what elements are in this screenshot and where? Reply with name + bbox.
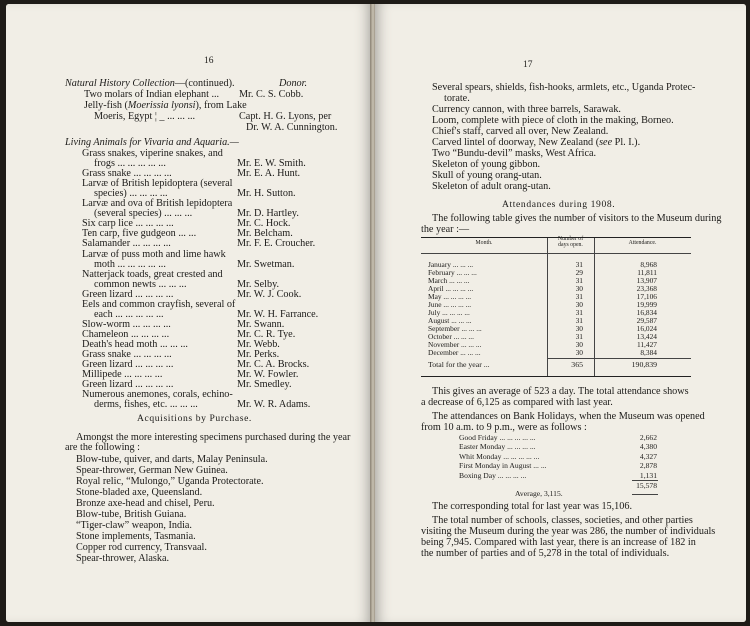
living-entry-donor: Mr. E. A. Hunt. bbox=[237, 168, 301, 180]
living-entry-donor: Mr. C. R. Tye. bbox=[237, 328, 296, 340]
bank-holiday-value: 1,131 bbox=[639, 470, 657, 480]
bank-holiday-para-line-2: from 10 a.m. to 9 p.m., were as follows : bbox=[421, 422, 587, 433]
living-entry-donor: Mr. E. W. Smith. bbox=[237, 158, 306, 170]
body-line: Two “Bundu-devil” masks, West Africa. bbox=[432, 148, 597, 159]
living-entry-donor: Mr. Perks. bbox=[237, 349, 280, 360]
living-entry-text: Death's head moth ... ... ... bbox=[82, 338, 188, 350]
living-entry-text: frogs ... ... ... ... ... bbox=[94, 158, 166, 170]
bank-holiday-average: Average, 3,115. bbox=[515, 489, 563, 498]
entry-donor: Capt. H. G. Lyons, per bbox=[239, 111, 332, 122]
living-entry-donor: Mr. W. H. Farrance. bbox=[237, 308, 319, 320]
table-row-month: June ... ... ... ... bbox=[428, 300, 472, 309]
living-entry-text: Larvæ of puss moth and lime hawk bbox=[82, 248, 226, 260]
average-para-line-2: a decrease of 6,125 as compared with last year. bbox=[421, 397, 613, 408]
entry-text: Two molars of Indian elephant ... bbox=[84, 89, 220, 100]
living-entry-text: derms, fishes, etc. ... ... ... bbox=[94, 399, 198, 411]
total-label: Total for the year ... bbox=[428, 360, 490, 369]
living-entry-text: Chameleon ... ... ... ... bbox=[82, 328, 170, 340]
final-para-line-2: visiting the Museum during the year was 286, the number of individuals bbox=[421, 526, 716, 537]
living-entry-donor: Mr. Swann. bbox=[237, 318, 285, 330]
page-number-right: 17 bbox=[523, 60, 533, 70]
living-entry-donor: Mr. Webb. bbox=[237, 338, 280, 350]
acquisition-item: Blow-tube, quiver, and darts, Malay Peninsula. bbox=[76, 454, 268, 465]
table-row-days: 30 bbox=[575, 340, 583, 349]
living-entry-donor: Mr. D. Hartley. bbox=[237, 208, 299, 220]
table-row-days: 29 bbox=[575, 268, 583, 277]
table-row-days: 30 bbox=[575, 348, 583, 357]
bank-holiday-label: First Monday in August ... ... bbox=[459, 461, 547, 471]
acquisition-item: “Tiger-claw” weapon, India. bbox=[76, 520, 192, 531]
living-entry-donor: Mr. H. Sutton. bbox=[237, 188, 296, 200]
acquisitions-intro-line-2: are the following : bbox=[65, 442, 140, 453]
living-entry-text: Numerous anemones, corals, echino- bbox=[82, 389, 233, 401]
left-page bbox=[6, 4, 371, 622]
body-line: Currency cannon, with three barrels, Sarawak. bbox=[432, 104, 621, 115]
table-row-month: November ... ... ... bbox=[428, 340, 482, 349]
total-attendance: 190,839 bbox=[631, 360, 657, 369]
table-row-attendance: 8,384 bbox=[640, 348, 657, 357]
body-line: torate. bbox=[444, 93, 470, 104]
living-entry-text: species) ... ... ... ... bbox=[94, 188, 168, 200]
living-entry-donor: Mr. F. E. Croucher. bbox=[237, 238, 316, 250]
bank-holiday-label: Good Friday ... ... ... ... ... bbox=[459, 433, 536, 442]
living-entry-text: Eels and common crayfish, several of bbox=[82, 298, 236, 310]
table-row-month: April ... ... ... ... bbox=[428, 284, 474, 293]
body-line: Skull of young orang-utan. bbox=[432, 170, 542, 181]
living-entry-text: Ten carp, five gudgeon ... ... bbox=[82, 228, 197, 240]
living-entry-text: Natterjack toads, great crested and bbox=[82, 268, 223, 280]
living-entry-text: Larvæ of British lepidoptera (several bbox=[82, 178, 233, 190]
living-entry-text: Slow-worm ... ... ... ... bbox=[82, 318, 171, 330]
final-para-line-3: being 7,945. Compared with last year, there is an increase of 182 in bbox=[421, 537, 696, 548]
living-animals-heading: Living Animals for Vivaria and Aquaria.— bbox=[65, 137, 239, 148]
col-header-month: Month. bbox=[475, 240, 493, 246]
average-para-line-1: This gives an average of 523 a day. The total attendance shows bbox=[432, 386, 689, 397]
donor-column-header: Donor. bbox=[279, 78, 308, 89]
living-entry-text: Grass snakes, viperine snakes, and bbox=[82, 148, 223, 159]
living-entry-donor: Mr. C. A. Brocks. bbox=[237, 359, 310, 371]
table-row-days: 31 bbox=[575, 292, 583, 301]
book-spread bbox=[6, 4, 746, 622]
body-line: Several spears, shields, fish-hooks, armlets, etc., Uganda Protec- bbox=[432, 82, 696, 93]
acquisition-item: Copper rod currency, Transvaal. bbox=[76, 542, 207, 553]
table-row-days: 31 bbox=[575, 332, 583, 341]
body-line: Loom, complete with piece of cloth in the making, Borneo. bbox=[432, 115, 674, 126]
living-entry-donor: Mr. Swetman. bbox=[237, 258, 295, 270]
final-para-line-1: The total number of schools, classes, societies, and other parties bbox=[432, 515, 693, 526]
living-entry-text: Six carp lice ... ... ... ... bbox=[82, 218, 174, 230]
living-entry-text: Larvæ and ova of British lepidoptera bbox=[82, 198, 233, 210]
bank-holiday-label: Whit Monday ... ... ... ... ... bbox=[459, 451, 540, 461]
living-entry-donor: Mr. Selby. bbox=[237, 278, 280, 290]
living-entry-donor: Mr. W. R. Adams. bbox=[237, 399, 311, 411]
living-entry-text: Green lizard ... ... ... ... bbox=[82, 288, 174, 300]
acquisitions-heading: Acquisitions by Purchase. bbox=[137, 413, 252, 424]
living-entry-donor: Mr. W. J. Cook. bbox=[237, 288, 302, 300]
acquisition-item: Stone implements, Tasmania. bbox=[76, 531, 196, 542]
right-page bbox=[375, 4, 746, 622]
bank-holiday-value: 4,327 bbox=[639, 451, 657, 461]
attendance-intro-line-2: the year :— bbox=[421, 224, 470, 235]
living-entry-text: Salamander ... ... ... ... bbox=[82, 238, 171, 250]
living-entry-text: Green lizard ... ... ... ... bbox=[82, 379, 174, 391]
acquisition-item: Bronze axe-head and chisel, Peru. bbox=[76, 498, 215, 509]
table-row-attendance: 13,424 bbox=[636, 332, 657, 341]
table-row-attendance: 17,106 bbox=[636, 292, 657, 301]
bank-holiday-value: 2,662 bbox=[639, 433, 657, 442]
living-entry-donor: Mr. Smedley. bbox=[237, 379, 292, 391]
living-entry-text: common newts ... ... ... bbox=[94, 278, 187, 290]
total-days: 365 bbox=[571, 360, 583, 369]
living-entry-text: Grass snake ... ... ... ... bbox=[82, 168, 172, 180]
table-row-attendance: 8,968 bbox=[640, 260, 657, 269]
final-para-line-4: the number of parties and of 5,278 in the total of individuals. bbox=[421, 548, 670, 559]
living-entry-donor: Mr. C. Hock. bbox=[237, 218, 291, 230]
col-header-days: Number of days open. bbox=[557, 236, 584, 249]
acquisitions-intro-line-1: Amongst the more interesting specimens purchased during the year bbox=[76, 432, 351, 443]
table-row-month: September ... ... ... bbox=[428, 324, 482, 333]
body-line: Chief's staff, carved all over, New Zealand. bbox=[432, 126, 609, 137]
attendance-heading: Attendances during 1908. bbox=[502, 199, 616, 210]
acquisition-item: Stone-bladed axe, Queensland. bbox=[76, 487, 203, 498]
body-line: Skeleton of adult orang-utan. bbox=[432, 181, 551, 192]
table-row-month: January ... ... ... bbox=[428, 260, 474, 269]
table-row-month: July ... ... ... ... bbox=[428, 308, 470, 317]
living-entry-donor: Mr. Belcham. bbox=[237, 228, 293, 240]
living-entry-donor: Mr. W. Fowler. bbox=[237, 369, 299, 381]
table-row-attendance: 11,427 bbox=[636, 340, 657, 349]
table-row-attendance: 19,999 bbox=[636, 300, 657, 309]
table-row-month: February ... ... ... bbox=[428, 268, 477, 277]
bank-holiday-label: Easter Monday ... ... ... ... bbox=[459, 442, 536, 452]
table-row-month: October ... ... ... bbox=[428, 332, 474, 341]
table-row-days: 30 bbox=[575, 284, 583, 293]
entry-text: Moeris, Egypt ¦ _ ... ... ... bbox=[94, 111, 196, 122]
table-row-attendance: 29,587 bbox=[636, 316, 657, 325]
page-number-left: 16 bbox=[204, 56, 214, 66]
table-row-days: 31 bbox=[575, 276, 583, 285]
table-row-attendance: 23,368 bbox=[636, 284, 657, 293]
body-line: Skeleton of young gibbon. bbox=[432, 159, 541, 170]
table-row-month: August ... ... ... bbox=[428, 316, 472, 325]
table-row-days: 31 bbox=[575, 260, 583, 269]
acquisition-item: Blow-tube, British Guiana. bbox=[76, 509, 187, 520]
table-row-month: December ... ... ... bbox=[428, 348, 481, 357]
table-row-days: 30 bbox=[575, 324, 583, 333]
bank-holiday-value: 4,380 bbox=[639, 442, 657, 452]
acquisition-item: Spear-thrower, Alaska. bbox=[76, 553, 170, 564]
living-entry-text: Millipede ... ... ... ... bbox=[82, 369, 163, 381]
table-row-attendance: 11,811 bbox=[637, 268, 657, 277]
living-entry-text: Grass snake ... ... ... ... bbox=[82, 349, 172, 360]
table-row-month: May ... ... ... ... bbox=[428, 292, 472, 301]
table-row-attendance: 16,024 bbox=[636, 324, 657, 333]
living-entry-text: Green lizard ... ... ... ... bbox=[82, 359, 174, 371]
natural-history-heading: Natural History Collection—(continued). bbox=[65, 78, 235, 89]
bank-holiday-label: Boxing Day ... ... ... ... bbox=[459, 470, 527, 480]
table-row-days: 31 bbox=[575, 308, 583, 317]
acquisition-item: Spear-thrower, German New Guinea. bbox=[76, 465, 228, 476]
bank-holiday-total: 15,578 bbox=[636, 481, 657, 490]
corresponding-total: The corresponding total for last year was 15,106. bbox=[432, 501, 633, 512]
col-header-attendance: Attendance. bbox=[628, 240, 657, 246]
body-line: Carved lintel of doorway, New Zealand (see Pl. I.). bbox=[432, 137, 641, 148]
table-row-days: 31 bbox=[575, 316, 583, 325]
attendance-intro-line-1: The following table gives the number of visitors to the Museum during bbox=[432, 213, 722, 224]
table-row-attendance: 13,907 bbox=[636, 276, 657, 285]
entry-text: Jelly-fish (Moerissia lyonsi), from Lake bbox=[84, 100, 247, 111]
table-row-days: 30 bbox=[575, 300, 583, 309]
table-row-month: March ... ... ... bbox=[428, 276, 470, 285]
living-entry-text: (several species) ... ... ... bbox=[94, 208, 193, 220]
entry-donor: Mr. C. S. Cobb. bbox=[239, 89, 304, 100]
living-entry-text: moth ... ... ... ... ... bbox=[94, 258, 166, 270]
bank-holiday-para-line-1: The attendances on Bank Holidays, when the Museum was opened bbox=[432, 411, 705, 422]
entry-donor: Dr. W. A. Cunnington. bbox=[246, 122, 338, 133]
acquisition-item: Royal relic, “Mulongo,” Uganda Protectorate. bbox=[76, 476, 264, 487]
bank-holiday-value: 2,878 bbox=[639, 461, 657, 471]
table-row-attendance: 16,834 bbox=[636, 308, 657, 317]
living-entry-text: each ... ... ... ... ... bbox=[94, 308, 164, 320]
